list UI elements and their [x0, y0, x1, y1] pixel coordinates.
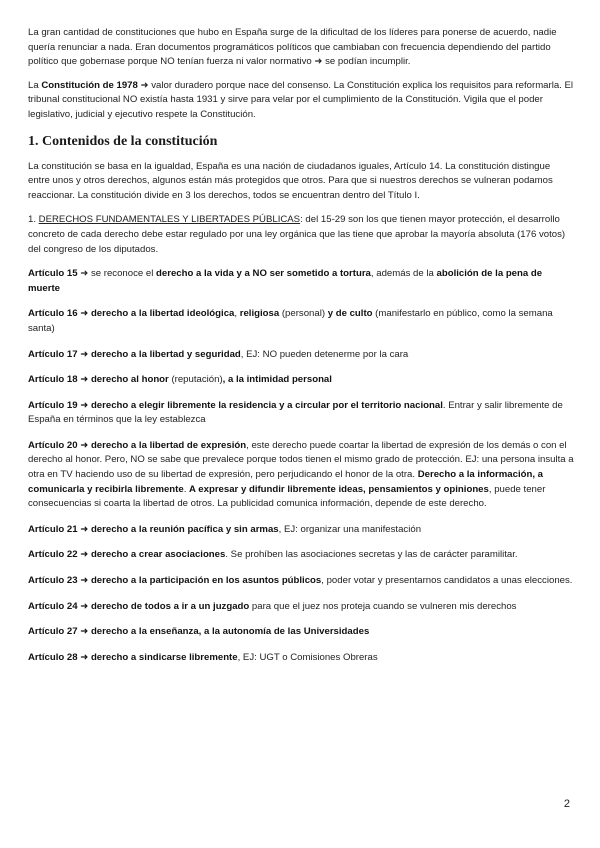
article-text: , puede tener consecuencias si coarta la libertad de otros. La publicidad comunica información, depende de este derecho. — [28, 483, 546, 510]
article-bold-text: Artículo 23 ➜ derecho a la participación en los asuntos públicos — [28, 575, 322, 587]
article-text: , EJ: NO pueden detenerme por la cara — [240, 348, 409, 360]
article-text: ➜ se reconoce el — [77, 268, 157, 280]
article-text: (reputación) — [168, 374, 223, 386]
article-paragraph — [28, 651, 574, 666]
article-text: , este derecho puede coartar la libertad de expresión de los demás o con el derecho al honor. Pero, NO se sabe que prevalece porque todos tienen el mismo grado de protección. EJ: una persona insulta a otra en TV haciendo uso de su libertad de expresión, pero perjudicando el honor de la otra. — [28, 439, 574, 481]
page-content — [28, 26, 574, 676]
constitution-paragraph — [28, 79, 574, 123]
article-paragraph — [28, 373, 574, 388]
article-bold-text: Artículo 28 ➜ derecho a sindicarse libremente — [28, 651, 238, 663]
intro-paragraph: La gran cantidad de constituciones que hubo en España surge de la dificultad de los líderes para ponerse de acuerdo, nadie quería renunciar a nada. Eran documentos programáticos políticos que cambiaban con frecuencia dependiendo del partido político que gobernase porque NO tenían fuerza ni valor normativo ➜ se podían incumplir. — [28, 27, 557, 68]
article-paragraph — [28, 267, 574, 296]
article-text: , poder votar y presentarnos candidatos a unas elecciones. — [321, 575, 573, 587]
article-bold-text: Artículo 22 ➜ derecho a crear asociaciones — [28, 549, 226, 561]
article-bold-text: Artículo 18 ➜ derecho al honor — [28, 374, 169, 386]
article-bold-text: Artículo 27 ➜ derecho a la enseñanza, a la autonomía de las Universidades — [28, 626, 370, 638]
article-text: . Se prohíben las asociaciones secretas y las de carácter paramilitar. — [225, 549, 518, 561]
article-bold-text: religiosa — [239, 308, 280, 320]
section-paragraph: La constitución se basa en la igualdad, España es una nación de ciudadanos iguales, Artículo 14. La constitución distingue entre unos y otros derechos, algunos están más protegidos que otros. Para que si nuestros derechos se vulneran podamos reaccionar. La constitución divide en 3 los derechos, todos se encuentran dentro del Título I. — [28, 160, 553, 201]
article-paragraph — [28, 574, 574, 589]
article-text: . Entrar y salir libremente de España en términos que la ley establezca — [28, 399, 563, 426]
article-text: , — [234, 308, 240, 320]
page-number: 2 — [563, 798, 570, 810]
article-paragraph — [28, 625, 574, 640]
article-paragraph — [28, 348, 574, 363]
article-bold-text: abolición de la pena de muerte — [28, 268, 543, 294]
article-bold-text: Derecho a la información, a comunicarla y recibirla libremente — [28, 469, 543, 495]
rights-intro-paragraph — [28, 213, 574, 257]
article-text: para que el juez nos proteja cuando se vulneren mis derechos — [249, 600, 517, 612]
article-text: , EJ: UGT o Comisiones Obreras — [237, 651, 378, 663]
article-text: , EJ: organizar una manifestación — [278, 523, 422, 535]
article-paragraph — [28, 523, 574, 538]
article-text: (personal) — [279, 308, 328, 320]
article-bold-text: , a la intimidad personal — [222, 374, 332, 386]
article-bold-text: Artículo 15 — [28, 268, 78, 280]
section-heading: 1. Contenidos de la constitución — [28, 133, 218, 149]
rights-description: : del 15-29 son los que tienen mayor protección, el desarrollo concreto de cada derecho debe estar regulado por una ley orgánica que las tiene que aprobar la mayoría absoluta (176 votos) del congreso de los diputados. — [28, 214, 566, 255]
rights-number: 1. — [28, 214, 39, 226]
constitution-prefix: La — [28, 79, 42, 91]
article-bold-text: Artículo 16 ➜ derecho a la libertad ideológica — [28, 308, 235, 320]
article-paragraph — [28, 399, 574, 428]
article-bold-text: Artículo 20 ➜ derecho a la libertad de expresión — [28, 439, 247, 451]
article-bold-text: derecho a la vida y a NO ser sometido a tortura — [156, 268, 371, 280]
article-bold-text: Artículo 17 ➜ derecho a la libertad y seguridad — [28, 348, 241, 360]
rights-category-title: DERECHOS FUNDAMENTALES Y LIBERTADES PÚBLICAS — [38, 214, 301, 226]
article-text: , además de la — [370, 268, 437, 280]
article-bold-text: Artículo 24 ➜ derecho de todos a ir a un juzgado — [28, 600, 250, 612]
article-text: (manifestarlo en público, como la semana santa) — [28, 308, 553, 334]
article-bold-text: A expresar y difundir libremente ideas, pensamientos y opiniones — [189, 483, 489, 495]
constitution-rest: ➜ valor duradero porque nace del consenso. La Constitución explica los requisitos para reformarla. El tribunal constitucional NO existía hasta 1931 y sirve para velar por el cumplimiento de la Constitución. Vigila que el poder legislativo, judicial y ejecutivo respete la Constitución. — [28, 79, 574, 120]
article-bold-text: y de culto — [327, 308, 373, 320]
article-text: . — [183, 483, 190, 495]
article-paragraph — [28, 307, 574, 336]
constitution-title: Constitución de 1978 — [41, 79, 138, 91]
article-bold-text: Artículo 19 ➜ derecho a elegir libremente la residencia y a circular por el territorio nacional — [28, 399, 443, 411]
article-paragraph — [28, 439, 574, 512]
articles-list — [28, 267, 574, 665]
article-paragraph — [28, 600, 574, 615]
article-bold-text: Artículo 21 ➜ derecho a la reunión pacífica y sin armas — [28, 523, 279, 535]
article-paragraph — [28, 548, 574, 563]
